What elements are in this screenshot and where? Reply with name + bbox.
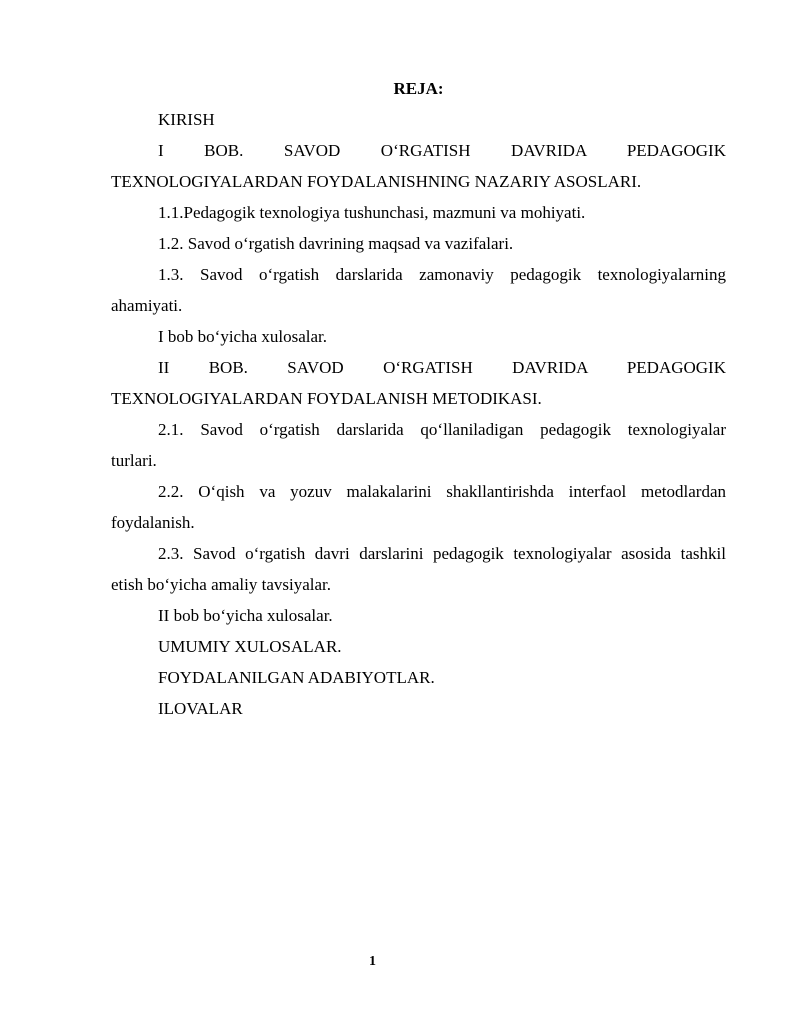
toc-entry-2-3: 2.3. Savod o‘rgatish davri darslarini pedagogik texnologiyalar asosida tashkil	[158, 544, 726, 563]
toc-entry-1-3-continuation: ahamiyati.	[111, 296, 183, 315]
toc-entry-chapter-1-continuation: TEXNOLOGIYALARDAN FOYDALANISHNING NAZARIY ASOSLARI.	[111, 172, 642, 191]
page-title: REJA:	[393, 79, 444, 98]
toc-entry-chapter-2: II BOB. SAVOD O‘RGATISH DAVRIDA PEDAGOGIK	[158, 358, 726, 377]
plan-content	[111, 73, 726, 724]
toc-entry-appendices: ILOVALAR	[158, 699, 243, 718]
toc-entry-chapter-1: I BOB. SAVOD O‘RGATISH DAVRIDA PEDAGOGIK	[158, 141, 726, 160]
toc-entry-2-1-continuation: turlari.	[111, 451, 157, 470]
toc-entry-1-3: 1.3. Savod o‘rgatish darslarida zamonaviy pedagogik texnologiyalarning	[158, 265, 726, 284]
toc-entry-introduction: KIRISH	[158, 110, 215, 129]
toc-entry-2-1: 2.1. Savod o‘rgatish darslarida qo‘llaniladigan pedagogik texnologiyalar	[158, 420, 726, 439]
toc-entry-references: FOYDALANILGAN ADABIYOTLAR.	[158, 668, 435, 687]
toc-entry-2-3-continuation: etish bo‘yicha amaliy tavsiyalar.	[111, 575, 331, 594]
toc-entry-1-1: 1.1.Pedagogik texnologiya tushunchasi, mazmuni va mohiyati.	[158, 203, 586, 222]
toc-entry-2-2: 2.2. O‘qish va yozuv malakalarini shakllantirishda interfaol metodlardan	[158, 482, 726, 501]
toc-entry-2-2-continuation: foydalanish.	[111, 513, 195, 532]
toc-entry-1-2: 1.2. Savod o‘rgatish davrining maqsad va vazifalari.	[158, 234, 514, 253]
toc-entry-chapter-2-continuation: TEXNOLOGIYALARDAN FOYDALANISH METODIKASI.	[111, 389, 542, 408]
toc-entry-general-conclusions: UMUMIY XULOSALAR.	[158, 637, 342, 656]
page-number: 1	[369, 954, 376, 969]
toc-entry-chapter-2-conclusions: II bob bo‘yicha xulosalar.	[158, 606, 333, 625]
toc-entry-chapter-1-conclusions: I bob bo‘yicha xulosalar.	[158, 327, 328, 346]
